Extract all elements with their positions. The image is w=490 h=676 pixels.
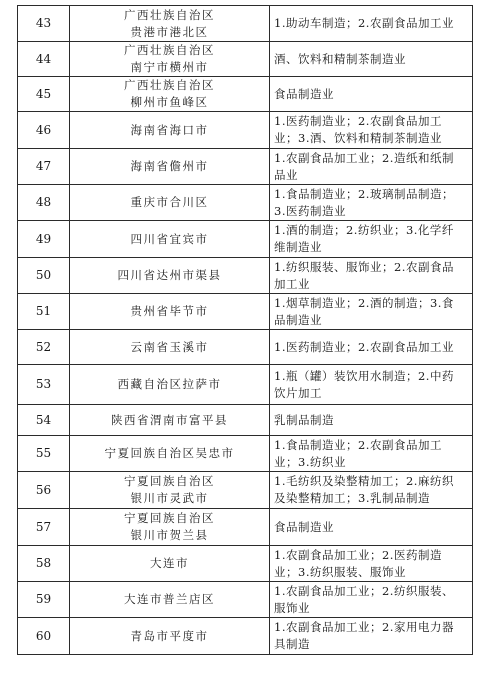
industry-cell <box>270 221 473 258</box>
industry-line: 具制造 <box>274 637 310 651</box>
industry-cell <box>270 365 473 405</box>
industry-line: 1.食品制造业；2.玻璃制品制造； <box>274 186 454 201</box>
industry-cell <box>270 6 473 42</box>
row-number: 56 <box>18 472 70 509</box>
region-line: 大连市 <box>150 556 189 570</box>
region-cell <box>70 436 270 472</box>
table-row <box>18 221 473 258</box>
table-row <box>18 472 473 509</box>
industry-line: 1.食品制造业；2.农副食品加工 <box>274 437 442 452</box>
table-row <box>18 330 473 365</box>
industry-cell <box>270 77 473 112</box>
region-line: 重庆市合川区 <box>130 195 209 209</box>
industry-line: 酒、饮料和精制茶制造业 <box>274 51 406 66</box>
region-cell <box>70 472 270 509</box>
industry-line: 1.纺织服装、服饰业；2.农副食品 <box>274 259 454 274</box>
region-cell <box>70 546 270 582</box>
row-number: 57 <box>18 509 70 546</box>
industry-cell <box>270 546 473 582</box>
table-row <box>18 618 473 655</box>
region-cell <box>70 77 270 112</box>
industry-line: 1.农副食品加工业；2.家用电力器 <box>274 620 454 634</box>
region-line: 广西壮族自治区 <box>124 78 215 92</box>
industry-cell <box>270 509 473 546</box>
table-row <box>18 149 473 185</box>
industry-line: 1.瓶（罐）装饮用水制造；2.中药 <box>274 368 454 383</box>
industry-line: 业；3.纺织服装、服饰业 <box>274 564 406 579</box>
industry-line: 业；3.纺织业 <box>274 454 346 469</box>
table-body <box>18 6 473 655</box>
industry-line: 1.毛纺织及染整精加工；2.麻纺织 <box>274 474 454 488</box>
table-row <box>18 582 473 618</box>
table-row <box>18 294 473 330</box>
row-number: 50 <box>18 258 70 294</box>
region-line: 宁夏回族自治区 <box>124 474 215 488</box>
table-row <box>18 112 473 149</box>
industry-cell <box>270 258 473 294</box>
row-number: 55 <box>18 436 70 472</box>
table-row <box>18 365 473 405</box>
industry-cell <box>270 42 473 77</box>
industry-cell <box>270 472 473 509</box>
region-line: 广西壮族自治区 <box>124 43 215 57</box>
table-row <box>18 42 473 77</box>
region-line: 四川省达州市渠县 <box>117 268 222 282</box>
industry-line: 品业 <box>274 167 298 182</box>
industry-line: 加工业 <box>274 276 310 291</box>
industry-cell <box>270 149 473 185</box>
industry-cell <box>270 294 473 330</box>
row-number: 52 <box>18 330 70 365</box>
region-line: 西藏自治区拉萨市 <box>117 377 222 391</box>
industry-line: 1.农副食品加工业；2.纺织服装、 <box>274 583 454 598</box>
industry-line: 1.农副食品加工业；2.造纸和纸制 <box>274 150 454 165</box>
region-cell <box>70 112 270 149</box>
industry-line: 食品制造业 <box>274 519 334 534</box>
industry-cell <box>270 112 473 149</box>
region-cell <box>70 149 270 185</box>
industry-cell <box>270 185 473 221</box>
row-number: 47 <box>18 149 70 185</box>
industry-line: 1.酒的制造；2.纺织业；3.化学纤 <box>274 223 454 237</box>
region-line: 大连市普兰店区 <box>124 592 215 606</box>
region-cell <box>70 258 270 294</box>
row-number: 58 <box>18 546 70 582</box>
region-line: 广西壮族自治区 <box>124 7 215 22</box>
row-number: 59 <box>18 582 70 618</box>
region-line: 陕西省渭南市富平县 <box>111 412 228 427</box>
industry-cell <box>270 618 473 655</box>
region-line: 海南省儋州市 <box>130 159 209 173</box>
row-number: 54 <box>18 405 70 436</box>
industry-line: 1.医药制造业；2.农副食品加工业 <box>274 339 454 354</box>
table-row <box>18 405 473 436</box>
industry-line: 1.医药制造业；2.农副食品加工 <box>274 114 442 128</box>
industry-line: 1.烟草制造业；2.酒的制造；3.食 <box>274 295 454 310</box>
region-line: 柳州市鱼峰区 <box>130 95 209 109</box>
region-line: 四川省宜宾市 <box>130 231 209 246</box>
row-number: 46 <box>18 112 70 149</box>
region-cell <box>70 405 270 436</box>
industry-cell <box>270 582 473 618</box>
region-line: 宁夏回族自治区吴忠市 <box>104 446 235 460</box>
region-line: 南宁市横州市 <box>130 60 209 74</box>
industry-line: 业；3.酒、饮料和精制茶制造业 <box>274 131 442 145</box>
region-cell <box>70 6 270 42</box>
industry-line: 服饰业 <box>274 600 310 615</box>
region-cell <box>70 294 270 330</box>
table-row <box>18 509 473 546</box>
table-row <box>18 436 473 472</box>
region-cell <box>70 42 270 77</box>
industry-cell <box>270 405 473 436</box>
row-number: 44 <box>18 42 70 77</box>
region-line: 银川市贺兰县 <box>130 528 209 542</box>
industry-line: 1.助动车制造；2.农副食品加工业 <box>274 16 454 30</box>
industry-line: 1.农副食品加工业；2.医药制造 <box>274 547 442 562</box>
region-cell <box>70 185 270 221</box>
industry-line: 品制造业 <box>274 312 322 327</box>
region-line: 海南省海口市 <box>130 122 209 137</box>
industry-line: 维制造业 <box>274 240 322 254</box>
industry-line: 乳制品制造 <box>274 412 334 427</box>
row-number: 48 <box>18 185 70 221</box>
region-cell <box>70 618 270 655</box>
table-row <box>18 6 473 42</box>
row-number: 49 <box>18 221 70 258</box>
row-number: 45 <box>18 77 70 112</box>
region-line: 银川市灵武市 <box>130 491 209 505</box>
table-row <box>18 77 473 112</box>
region-cell <box>70 365 270 405</box>
region-line: 云南省玉溪市 <box>130 339 209 354</box>
industry-cell <box>270 330 473 365</box>
industry-line: 食品制造业 <box>274 86 334 101</box>
region-cell <box>70 509 270 546</box>
table-row <box>18 546 473 582</box>
row-number: 53 <box>18 365 70 405</box>
industry-cell <box>270 436 473 472</box>
row-number: 43 <box>18 6 70 42</box>
region-line: 贵州省毕节市 <box>130 304 209 318</box>
region-line: 青岛市平度市 <box>130 628 209 643</box>
region-line: 贵港市港北区 <box>130 24 209 39</box>
industry-table <box>17 5 473 655</box>
region-cell <box>70 330 270 365</box>
region-cell <box>70 221 270 258</box>
industry-line: 及染整精加工；3.乳制品制造 <box>274 491 430 505</box>
row-number: 60 <box>18 618 70 655</box>
table-row <box>18 185 473 221</box>
table-row <box>18 258 473 294</box>
row-number: 51 <box>18 294 70 330</box>
region-cell <box>70 582 270 618</box>
industry-line: 3.医药制造业 <box>274 203 346 218</box>
region-line: 宁夏回族自治区 <box>124 511 215 525</box>
industry-line: 饮片加工 <box>274 385 322 400</box>
